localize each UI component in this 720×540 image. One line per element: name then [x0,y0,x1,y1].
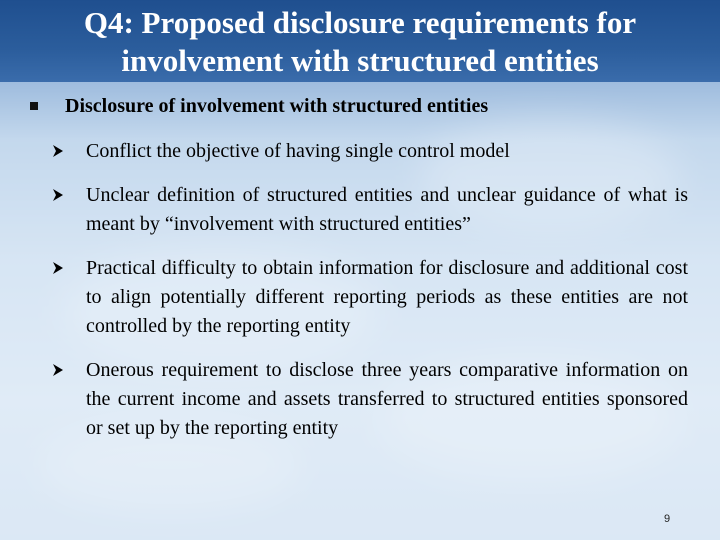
sub-bullet-text: Practical difficulty to obtain information for disclosure and additional cost to align potentially different reporting periods as these entities are not controlled by the reporting entity [86,257,688,337]
page-number: 9 [664,513,671,525]
slide-title: Q4: Proposed disclosure requirements for involvement with structured entities [83,5,637,78]
main-bullet-text: Disclosure of involvement with structured entities [65,95,489,117]
arrowhead-bullet-icon [52,363,64,377]
sub-bullet-item [52,181,688,239]
sub-bullet-list [52,137,688,443]
arrowhead-bullet-icon [52,261,64,275]
sub-bullet-item [52,254,688,341]
sub-bullet-text: Conflict the objective of having single control model [86,140,510,162]
sub-bullet-text: Onerous requirement to disclose three years comparative information on the current income and assets transferred to structured entities sponsored or set up by the reporting entity [86,359,688,439]
main-bullet [30,94,700,118]
title-band [0,0,720,82]
sub-bullet-item [52,137,688,166]
arrowhead-bullet-icon [52,144,64,158]
sub-bullet-text: Unclear definition of structured entities and unclear guidance of what is meant by “involvement with structured entities” [86,184,688,235]
arrowhead-bullet-icon [52,188,64,202]
square-bullet-icon [30,102,38,110]
sub-bullet-item [52,356,688,443]
